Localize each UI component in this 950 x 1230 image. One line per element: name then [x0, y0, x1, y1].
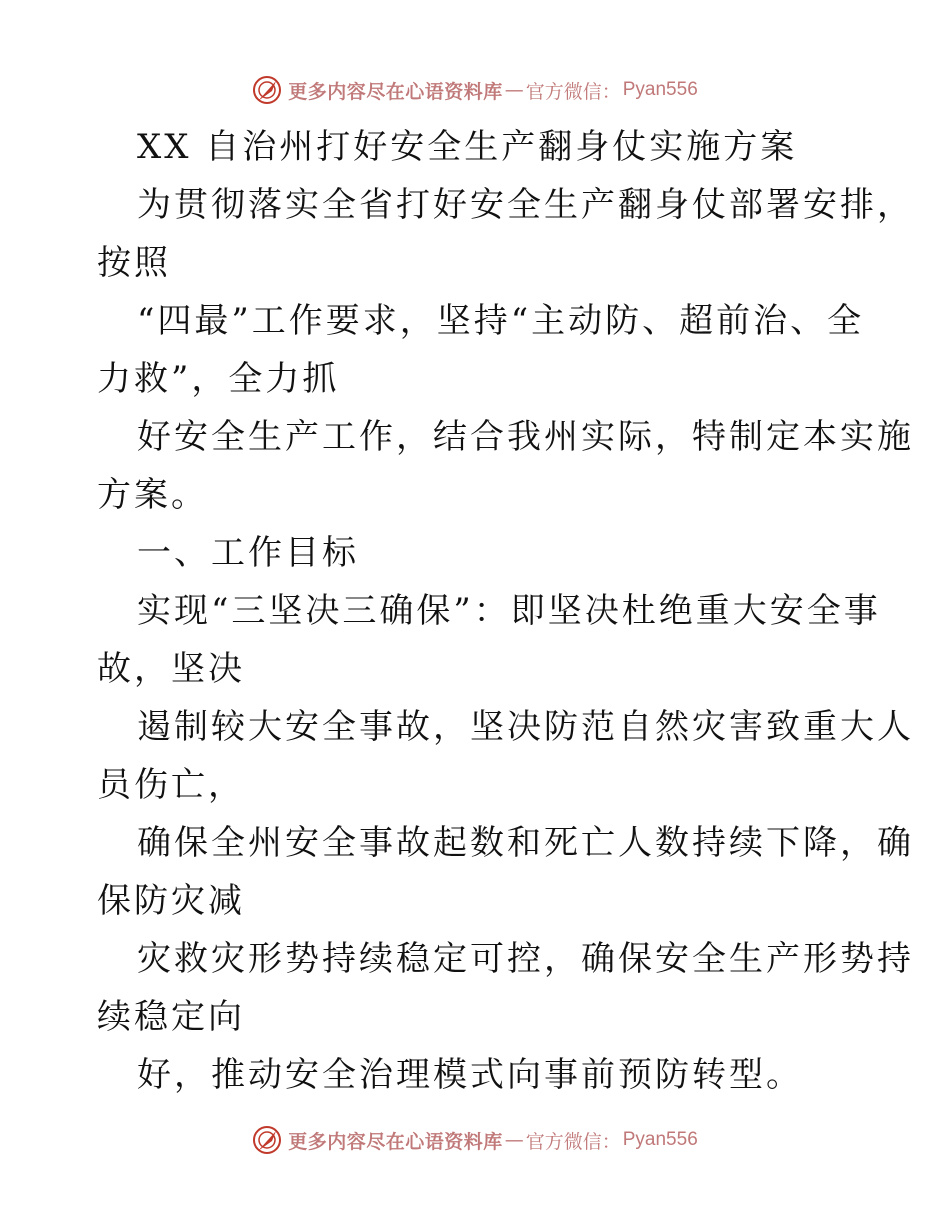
document-line: “四最”工作要求，坚持“主动防、超前治、全: [137, 301, 865, 341]
watermark-label: 官方微信：: [525, 80, 621, 103]
watermark-id: Pyan556: [622, 79, 698, 100]
document-line: 保防灾减: [97, 881, 245, 921]
watermark-label: 官方微信：: [525, 1130, 621, 1153]
watermark-prefix: 更多内容尽在心语资料库: [288, 1130, 503, 1153]
document-line: 方案。: [97, 475, 208, 515]
watermark-prefix: 更多内容尽在心语资料库: [288, 80, 503, 103]
document-title: XX 自治州打好安全生产翻身仗实施方案: [137, 127, 798, 167]
document-line: 按照: [97, 243, 171, 283]
document-line: 遏制较大安全事故，坚决防范自然灾害致重大人: [137, 707, 914, 747]
header-watermark: [0, 70, 950, 110]
watermark-dash: —: [504, 1129, 524, 1151]
section-heading: 一、工作目标: [137, 533, 359, 573]
document-line: 灾救灾形势持续稳定可控，确保安全生产形势持: [137, 939, 914, 979]
footer-watermark: [0, 1120, 950, 1160]
watermark-id: Pyan556: [622, 1129, 698, 1150]
document-line: 好，推动安全治理模式向事前预防转型。: [137, 1055, 803, 1095]
quill-logo-icon: [252, 1125, 282, 1155]
document-line: 续稳定向: [97, 997, 245, 1037]
document-line: 确保全州安全事故起数和死亡人数持续下降，确: [137, 823, 914, 863]
quill-logo-icon: [252, 75, 282, 105]
document-line: 为贯彻落实全省打好安全生产翻身仗部署安排，: [137, 185, 914, 225]
document-line: 好安全生产工作，结合我州实际，特制定本实施: [137, 417, 914, 457]
document-line: 员伤亡，: [97, 765, 245, 805]
document-line: 实现“三坚决三确保”：即坚决杜绝重大安全事: [137, 591, 881, 631]
document-line: 故，坚决: [97, 649, 245, 689]
watermark-dash: —: [504, 79, 524, 101]
document-body: [97, 118, 914, 1104]
document-line: 力救”，全力抓: [97, 359, 340, 399]
